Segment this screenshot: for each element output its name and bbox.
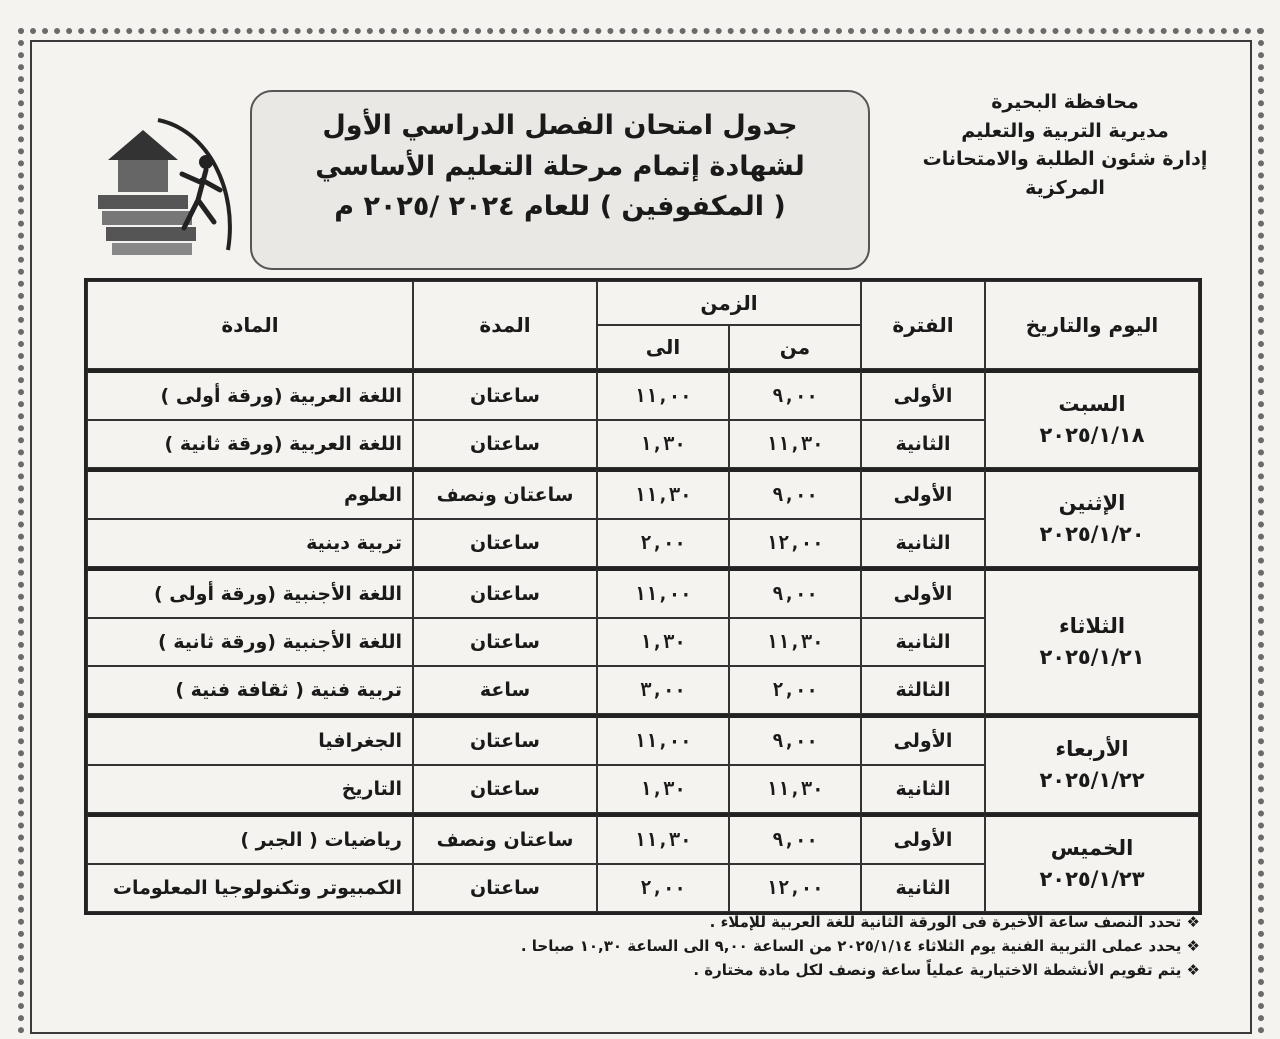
governorate-name: محافظة البحيرة: [991, 91, 1139, 113]
header-day-date: اليوم والتاريخ: [985, 281, 1199, 369]
exam-schedule-table: [84, 278, 1202, 915]
day-name: الإثنين: [1058, 490, 1126, 515]
period-cell: الثانية: [861, 420, 985, 468]
time-to-cell: ١١,٠٠: [597, 567, 729, 618]
department-name: إدارة شئون الطلبة والامتحانات: [922, 148, 1208, 170]
day-name: السبت: [1058, 391, 1126, 416]
day-date-cell: [985, 813, 1199, 912]
schedule-row: [87, 468, 1199, 519]
title-line-2: لشهادة إتمام مرحلة التعليم الأساسي: [315, 150, 805, 182]
duration-cell: ساعتان ونصف: [413, 813, 597, 864]
education-logo-icon: [88, 100, 238, 260]
subject-cell: تربية دينية: [87, 519, 413, 567]
title-line-3: ( المكفوفين ) للعام ٢٠٢٤ /٢٠٢٥ م: [334, 191, 786, 222]
schedule-row: [87, 567, 1199, 618]
time-from-cell: ٩,٠٠: [729, 567, 861, 618]
header-subject: المادة: [87, 281, 413, 369]
time-from-cell: ٩,٠٠: [729, 714, 861, 765]
day-date-cell: [985, 369, 1199, 468]
header-time: الزمن: [597, 281, 861, 325]
time-from-cell: ١٢,٠٠: [729, 519, 861, 567]
day-date-cell: [985, 714, 1199, 813]
time-from-cell: ٩,٠٠: [729, 369, 861, 420]
title-line-1: جدول امتحان الفصل الدراسي الأول: [322, 110, 798, 141]
day-date-cell: [985, 468, 1199, 567]
issuing-authority: [905, 88, 1225, 202]
duration-cell: ساعتان: [413, 369, 597, 420]
period-cell: الأولى: [861, 714, 985, 765]
note-item: ❖ يحدد عملى التربية الفنية يوم الثلاثاء ٢٠٢٥/١/١٤ من الساعة ٩,٠٠ الى الساعة ١٠,٣٠ صباحا .: [120, 934, 1200, 958]
subject-cell: التاريخ: [87, 765, 413, 813]
duration-cell: ساعتان: [413, 567, 597, 618]
time-from-cell: ٢,٠٠: [729, 666, 861, 714]
duration-cell: ساعتان: [413, 765, 597, 813]
period-cell: الثالثة: [861, 666, 985, 714]
period-cell: الأولى: [861, 468, 985, 519]
duration-cell: ساعتان: [413, 864, 597, 912]
department-name-cont: المركزية: [1025, 176, 1105, 199]
duration-cell: ساعتان: [413, 519, 597, 567]
subject-cell: تربية فنية ( ثقافة فنية ): [87, 666, 413, 714]
day-date-cell: [985, 567, 1199, 714]
time-from-cell: ١١,٣٠: [729, 765, 861, 813]
time-to-cell: ٢,٠٠: [597, 864, 729, 912]
duration-cell: ساعتان ونصف: [413, 468, 597, 519]
time-to-cell: ١١,٣٠: [597, 813, 729, 864]
time-to-cell: ١,٣٠: [597, 420, 729, 468]
schedule-row: [87, 714, 1199, 765]
duration-cell: ساعتان: [413, 420, 597, 468]
duration-cell: ساعة: [413, 666, 597, 714]
subject-cell: رياضيات ( الجبر ): [87, 813, 413, 864]
time-from-cell: ١١,٣٠: [729, 618, 861, 666]
note-item: ❖ تحدد النصف ساعة الأخيرة فى الورقة الثانية للغة العربية للإملاء .: [120, 910, 1200, 934]
time-to-cell: ٣,٠٠: [597, 666, 729, 714]
time-from-cell: ٩,٠٠: [729, 813, 861, 864]
time-to-cell: ١,٣٠: [597, 618, 729, 666]
document-title: [250, 90, 870, 270]
exam-date: ٢٠٢٥/١/١٨: [1039, 423, 1145, 447]
period-cell: الأولى: [861, 369, 985, 420]
note-item: ❖ يتم تقويم الأنشطة الاختيارية عملياً ساعة ونصف لكل مادة مختارة .: [120, 958, 1200, 982]
subject-cell: الجغرافيا: [87, 714, 413, 765]
exam-date: ٢٠٢٥/١/٢٢: [1039, 768, 1145, 792]
period-cell: الأولى: [861, 567, 985, 618]
time-to-cell: ١١,٠٠: [597, 714, 729, 765]
duration-cell: ساعتان: [413, 714, 597, 765]
period-cell: الثانية: [861, 519, 985, 567]
day-name: الثلاثاء: [1058, 613, 1126, 638]
period-cell: الثانية: [861, 618, 985, 666]
header-time-to: الى: [597, 325, 729, 369]
duration-cell: ساعتان: [413, 618, 597, 666]
exam-date: ٢٠٢٥/١/٢٣: [1039, 867, 1145, 891]
time-to-cell: ٢,٠٠: [597, 519, 729, 567]
subject-cell: الكمبيوتر وتكنولوجيا المعلومات: [87, 864, 413, 912]
time-from-cell: ٩,٠٠: [729, 468, 861, 519]
time-to-cell: ١,٣٠: [597, 765, 729, 813]
exam-date: ٢٠٢٥/١/٢٠: [1039, 522, 1145, 546]
exam-date: ٢٠٢٥/١/٢١: [1039, 645, 1145, 669]
day-name: الخميس: [1050, 835, 1134, 860]
header-period: الفترة: [861, 281, 985, 369]
schedule-row: [87, 369, 1199, 420]
period-cell: الأولى: [861, 813, 985, 864]
time-to-cell: ١١,٠٠: [597, 369, 729, 420]
period-cell: الثانية: [861, 765, 985, 813]
subject-cell: اللغة العربية (ورقة أولى ): [87, 369, 413, 420]
header-time-from: من: [729, 325, 861, 369]
directorate-name: مديرية التربية والتعليم: [961, 119, 1169, 142]
time-from-cell: ١١,٣٠: [729, 420, 861, 468]
schedule-row: [87, 813, 1199, 864]
day-name: الأربعاء: [1055, 736, 1129, 761]
header-duration: المدة: [413, 281, 597, 369]
period-cell: الثانية: [861, 864, 985, 912]
time-to-cell: ١١,٣٠: [597, 468, 729, 519]
subject-cell: العلوم: [87, 468, 413, 519]
subject-cell: اللغة الأجنبية (ورقة أولى ): [87, 567, 413, 618]
time-from-cell: ١٢,٠٠: [729, 864, 861, 912]
subject-cell: اللغة العربية (ورقة ثانية ): [87, 420, 413, 468]
subject-cell: اللغة الأجنبية (ورقة ثانية ): [87, 618, 413, 666]
notes-list: [120, 910, 1200, 982]
